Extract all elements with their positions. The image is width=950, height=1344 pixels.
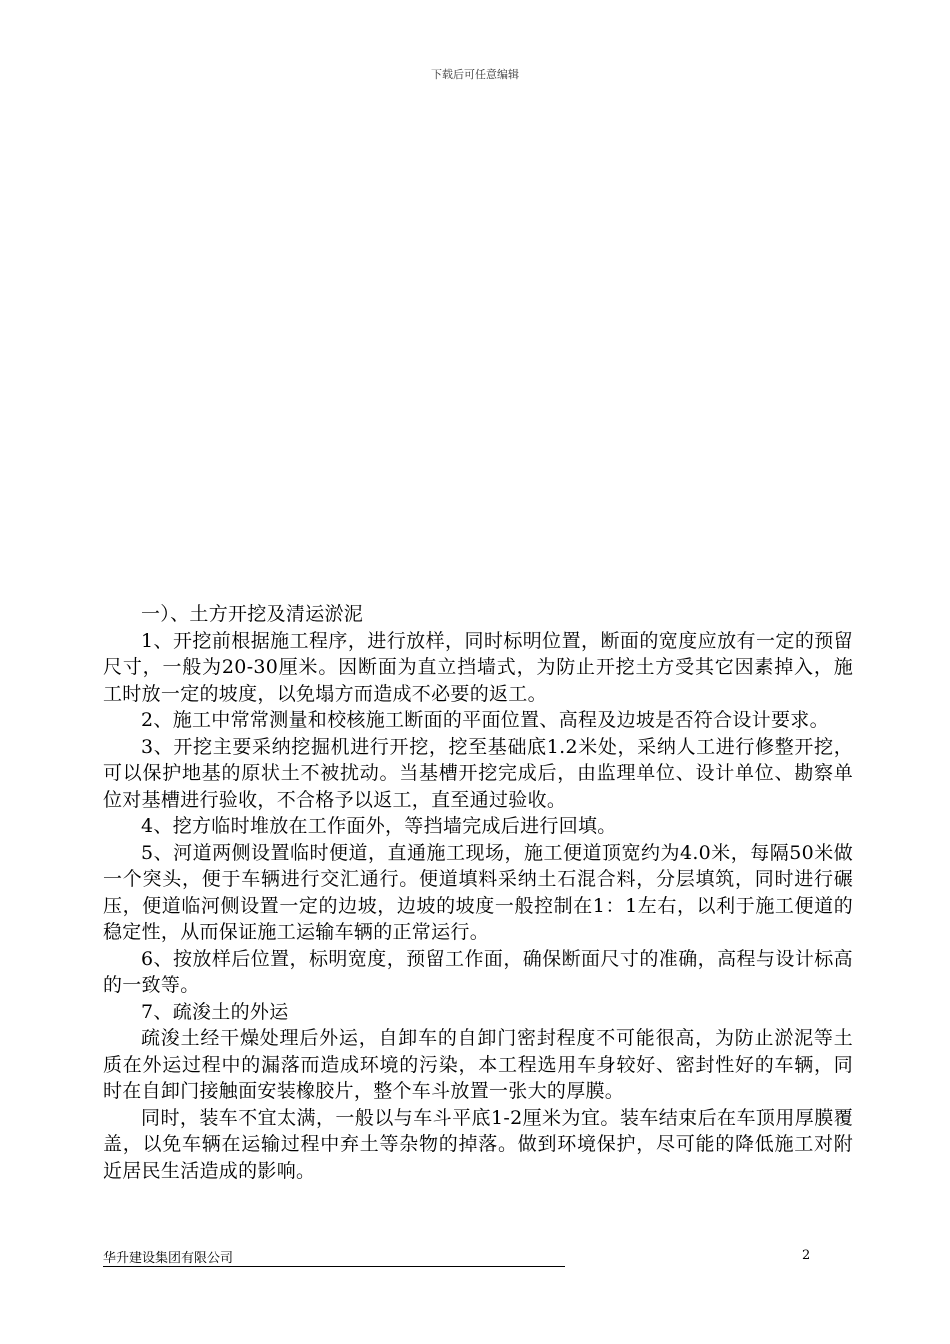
paragraph: 5、河道两侧设置临时便道，直通施工现场，施工便道顶宽约为4.0米，每隔50米做一个突头，便于车辆进行交汇通行。便道填料采纳土石混合料，分层填筑，同时进行碾压，便道临河侧设置一定的边坡，边坡的坡度一般控制在1：1左右，以利于施工便道的稳定性，从而保证施工运输车辆的正常运行。 <box>103 841 853 943</box>
document-body <box>103 601 853 1184</box>
paragraph: 1、开挖前根据施工程序，进行放样，同时标明位置，断面的宽度应放有一定的预留尺寸，一般为20-30厘米。因断面为直立挡墙式，为防止开挖土方受其它因素掉入，施工时放一定的坡度，以免塌方而造成不必要的返工。 <box>103 629 853 705</box>
paragraph: 同时，装车不宜太满，一般以与车斗平底1-2厘米为宜。装车结束后在车顶用厚膜覆盖，以免车辆在运输过程中弃土等杂物的掉落。做到环境保护，尽可能的降低施工对附近居民生活造成的影响。 <box>103 1106 853 1182</box>
subheading: 7、疏浚土的外运 <box>141 1000 289 1023</box>
paragraph: 3、开挖主要采纳挖掘机进行开挖，挖至基础底1.2米处，采纳人工进行修整开挖，可以保护地基的原状土不被扰动。当基槽开挖完成后，由监理单位、设计单位、勘察单位对基槽进行验收，不合格予以返工，直至通过验收。 <box>103 735 853 811</box>
header-note: 下载后可任意编辑 <box>431 68 519 81</box>
footer-company: 华升建设集团有限公司 <box>103 1251 234 1266</box>
paragraph: 4、挖方临时堆放在工作面外，等挡墙完成后进行回填。 <box>141 815 617 837</box>
footer-divider <box>103 1266 565 1267</box>
page-number: 2 <box>802 1248 811 1263</box>
section-heading: 一）、土方开挖及清运淤泥 <box>141 603 364 625</box>
paragraph: 2、施工中常常测量和校核施工断面的平面位置、高程及边坡是否符合设计要求。 <box>141 709 829 731</box>
paragraph: 疏浚土经干燥处理后外运，自卸车的自卸门密封程度不可能很高，为防止淤泥等土质在外运过程中的漏落而造成环境的污染，本工程选用车身较好、密封性好的车辆，同时在自卸门接触面安装橡胶片，整个车斗放置一张大的厚膜。 <box>103 1027 853 1102</box>
paragraph: 6、按放样后位置，标明宽度，预留工作面，确保断面尺寸的准确，高程与设计标高的一致等。 <box>103 947 853 996</box>
